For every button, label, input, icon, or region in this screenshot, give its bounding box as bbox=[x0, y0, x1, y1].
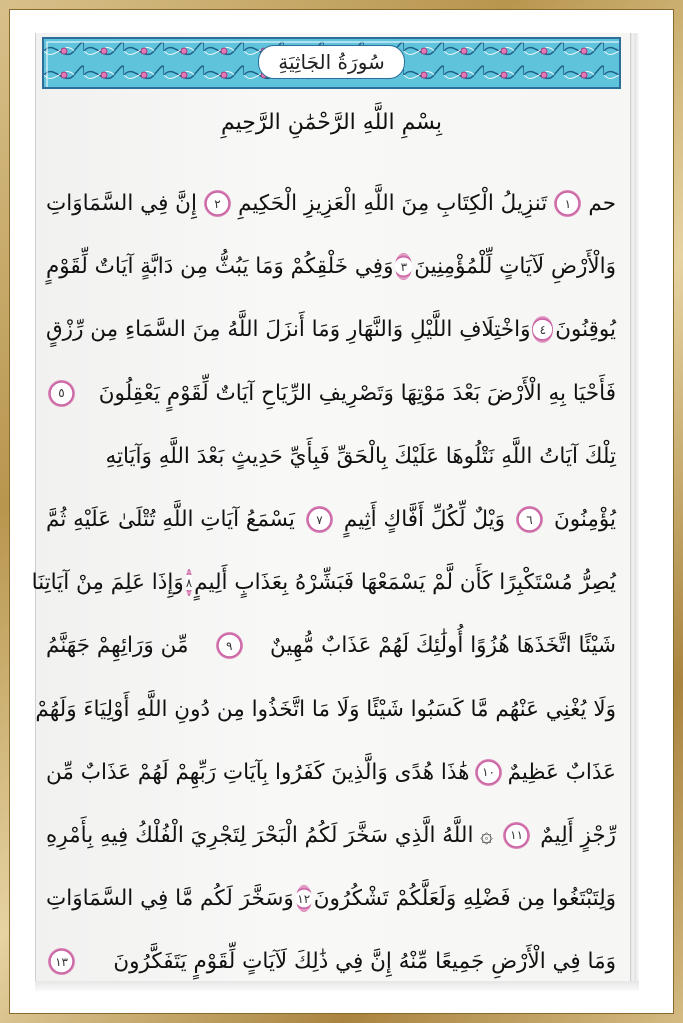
verse-text: وَإِذَا عَلِمَ مِنْ آيَاتِنَا bbox=[31, 570, 184, 596]
verse-text: تَنزِيلُ الْكِتَابِ مِنَ اللَّهِ الْعَزِيزِ الْحَكِيمِ bbox=[238, 191, 548, 217]
verse-text: حم bbox=[588, 191, 616, 217]
verse-text: وَمَا فِي الْأَرْضِ جَمِيعًا مِّنْهُ إِنَّ فِي ذَٰلِكَ لَآيَاتٍ لِّقَوْمٍ يَتَفَكَّرُونَ bbox=[113, 949, 616, 975]
ayah-number-marker: ٨ bbox=[186, 569, 192, 596]
verse-text: يُوقِنُونَ bbox=[555, 317, 616, 343]
verse-line bbox=[35, 678, 616, 741]
surah-title-cartouche bbox=[258, 45, 405, 79]
ayah-number-marker: ٦ bbox=[516, 506, 543, 533]
ayah-number-marker: ٥ bbox=[48, 380, 75, 407]
ayah-number-marker: ٢ bbox=[204, 190, 231, 217]
verse-text: عَذَابٌ عَظِيمٌ bbox=[507, 759, 616, 785]
verse-text: وَلِتَبْتَغُوا مِن فَضْلِهِ وَلَعَلَّكُمْ تَشْكُرُونَ bbox=[313, 886, 616, 912]
ayah-number-marker: ١١ bbox=[503, 822, 530, 849]
verse-text: وَسَخَّرَ لَكُم مَّا فِي السَّمَاوَاتِ bbox=[46, 886, 294, 912]
verse-line bbox=[31, 551, 616, 614]
verse-text: تِلْكَ آيَاتُ اللَّهِ نَتْلُوهَا عَلَيْكَ بِالْحَقِّ فَبِأَيِّ حَدِيثٍ بَعْدَ اللَّهِ وَآيَاتِهِ bbox=[105, 443, 616, 469]
verse-text: إِنَّ فِي السَّمَاوَاتِ bbox=[46, 191, 197, 217]
ayah-number-marker: ١٢ bbox=[296, 885, 312, 912]
ayah-number-marker: ٧ bbox=[306, 506, 333, 533]
verse-line bbox=[46, 425, 616, 488]
verse-line bbox=[46, 362, 616, 425]
verse-text: يُصِرُّ مُسْتَكْبِرًا كَأَن لَّمْ يَسْمَعْهَا فَبَشِّرْهُ بِعَذَابٍ أَلِيمٍ bbox=[194, 570, 616, 596]
verse-line bbox=[46, 867, 616, 930]
ayah-number-marker: ١٠ bbox=[475, 759, 502, 786]
verse-line bbox=[46, 804, 616, 867]
verse-text: وَالْأَرْضِ لَآيَاتٍ لِّلْمُؤْمِنِينَ bbox=[414, 254, 616, 280]
surah-title: سُورَةُ الجَاثِيَةِ bbox=[278, 50, 385, 74]
verse-text: هَٰذَا هُدًى وَالَّذِينَ كَفَرُوا بِآيَاتِ رَبِّهِمْ لَهُمْ عَذَابٌ مِّن bbox=[46, 759, 470, 785]
ayah-number-marker: ١ bbox=[554, 190, 581, 217]
verse-line bbox=[46, 172, 616, 235]
verse-text: يُؤْمِنُونَ bbox=[554, 507, 616, 533]
verse-line bbox=[46, 488, 616, 551]
verse-line bbox=[46, 930, 616, 993]
ayah-number-marker: ٣ bbox=[395, 253, 412, 280]
verse-lines bbox=[31, 172, 616, 993]
verse-text: وَفِي خَلْقِكُمْ وَمَا يَبُثُّ مِن دَابَّةٍ آيَاتٌ لِّقَوْمٍ bbox=[46, 254, 394, 280]
ayah-number-marker: ٤ bbox=[532, 316, 553, 343]
verse-text: وَيْلٌ لِّكُلِّ أَفَّاكٍ أَثِيمٍ bbox=[343, 507, 506, 533]
verse-text: ۞ اللَّهُ الَّذِي سَخَّرَ لَكُمُ الْبَحْرَ لِتَجْرِيَ الْفُلْكُ فِيهِ بِأَمْرِهِ bbox=[46, 822, 493, 848]
verse-line bbox=[46, 235, 616, 298]
verse-text: يَسْمَعُ آيَاتِ اللَّهِ تُتْلَىٰ عَلَيْهِ ثُمَّ bbox=[46, 507, 295, 533]
basmala: بِسْمِ اللَّهِ الرَّحْمَٰنِ الرَّحِيمِ bbox=[220, 110, 443, 135]
verse-line bbox=[46, 741, 616, 804]
verse-text: شَيْئًا اتَّخَذَهَا هُزُوًا أُولَٰئِكَ لَهُمْ عَذَابٌ مُّهِينٌ bbox=[269, 633, 616, 659]
verse-text: وَاخْتِلَافِ اللَّيْلِ وَالنَّهَارِ وَمَا أَنزَلَ اللَّهُ مِنَ السَّمَاءِ مِن رِّزْقٍ bbox=[46, 317, 531, 343]
ayah-number-marker: ١٣ bbox=[48, 948, 75, 975]
verse-text: رِّجْزٍ أَلِيمٌ bbox=[540, 822, 616, 848]
verse-text: فَأَحْيَا بِهِ الْأَرْضَ بَعْدَ مَوْتِهَا وَتَصْرِيفِ الرِّيَاحِ آيَاتٌ لِّقَوْمٍ يَعْقِلُونَ bbox=[98, 380, 616, 406]
verse-line bbox=[46, 614, 616, 677]
verse-text: وَلَا يُغْنِي عَنْهُم مَّا كَسَبُوا شَيْئًا وَلَا مَا اتَّخَذُوا مِن دُونِ اللَّهِ أَوْلِيَاءَ وَلَهُمْ bbox=[35, 696, 616, 722]
verse-text: مِّن وَرَائِهِمْ جَهَنَّمُ bbox=[46, 633, 189, 659]
ayah-number-marker: ٩ bbox=[216, 632, 243, 659]
surah-header bbox=[42, 37, 621, 89]
verse-line bbox=[46, 298, 616, 361]
